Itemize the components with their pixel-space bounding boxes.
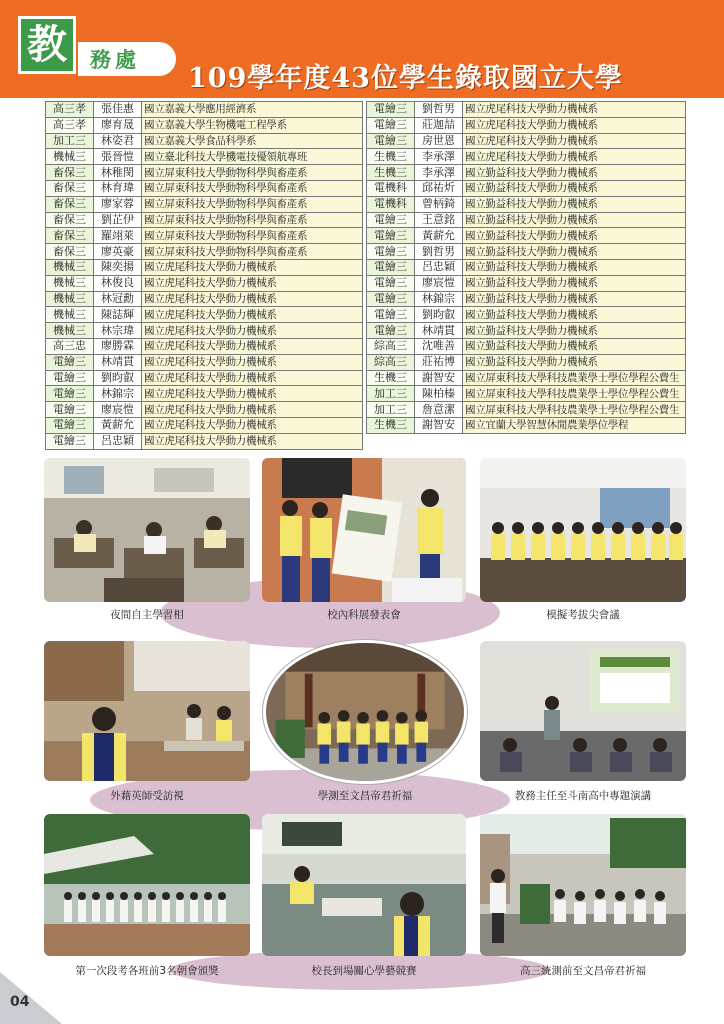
table-row xyxy=(46,370,363,386)
student-name-cell: 廖英豪 xyxy=(94,244,142,260)
admitted-program-cell: 國立宜蘭大學智慧休閒農業學位學程 xyxy=(463,417,686,433)
table-row xyxy=(46,149,363,165)
class-cell: 畜保三 xyxy=(46,165,94,181)
admitted-program-cell: 國立虎尾科技大學動力機械系 xyxy=(142,275,363,291)
class-cell: 畜保三 xyxy=(46,196,94,212)
class-cell: 電繪三 xyxy=(46,370,94,386)
admitted-program-cell: 國立嘉義大學生物機電工程學系 xyxy=(142,117,363,133)
table-row xyxy=(46,165,363,181)
admitted-program-cell: 國立虎尾科技大學動力機械系 xyxy=(463,117,686,133)
student-name-cell: 劉芷伊 xyxy=(94,212,142,228)
table-row xyxy=(367,228,686,244)
admitted-program-cell: 國立勤益科技大學動力機械系 xyxy=(463,165,686,181)
admitted-program-cell: 國立勤益科技大學動力機械系 xyxy=(463,291,686,307)
photo-pre-exam-blessing xyxy=(480,814,686,956)
caption-science-fair: 校內科展發表會 xyxy=(327,609,401,621)
class-cell: 機械三 xyxy=(46,307,94,323)
department-name: 務處 xyxy=(90,47,140,72)
admitted-program-cell: 國立嘉義大學食品科學系 xyxy=(142,133,363,149)
photo-principal-contest xyxy=(262,814,466,956)
caption-principal-contest: 校長到場關心學藝競賽 xyxy=(311,965,417,977)
student-name-cell: 邱祐炘 xyxy=(415,180,463,196)
page-title: 109學年度43位學生錄取國立大學 xyxy=(188,63,623,94)
table-row xyxy=(46,196,363,212)
student-name-cell: 呂忠穎 xyxy=(94,433,142,449)
section-logo xyxy=(18,16,76,74)
student-name-cell: 劉昀叡 xyxy=(94,370,142,386)
class-cell: 電機科 xyxy=(367,180,415,196)
table-row xyxy=(46,244,363,260)
admitted-program-cell: 國立勤益科技大學動力機械系 xyxy=(463,307,686,323)
student-name-cell: 羅翊萊 xyxy=(94,228,142,244)
admitted-program-cell: 國立虎尾科技大學動力機械系 xyxy=(142,433,363,449)
class-cell: 機械三 xyxy=(46,291,94,307)
student-name-cell: 王意銘 xyxy=(415,212,463,228)
class-cell: 電繪三 xyxy=(367,133,415,149)
table-row xyxy=(367,354,686,370)
student-name-cell: 廖勝霖 xyxy=(94,338,142,354)
class-cell: 機械三 xyxy=(46,149,94,165)
student-name-cell: 廖家蓉 xyxy=(94,196,142,212)
class-cell: 電機科 xyxy=(367,196,415,212)
admitted-program-cell: 國立虎尾科技大學動力機械系 xyxy=(142,259,363,275)
admitted-program-cell: 國立虎尾科技大學動力機械系 xyxy=(142,370,363,386)
student-name-cell: 張佳惠 xyxy=(94,102,142,118)
table-row xyxy=(46,275,363,291)
table-row xyxy=(46,354,363,370)
class-cell: 高三孝 xyxy=(46,102,94,118)
admitted-program-cell: 國立屏東科技大學動物科學與畜產系 xyxy=(142,180,363,196)
class-cell: 電繪三 xyxy=(367,323,415,339)
caption-director-lecture: 教務主任至斗南高中專題演講 xyxy=(514,790,652,802)
department-tag xyxy=(78,42,176,76)
student-name-cell: 廖宸愷 xyxy=(94,402,142,418)
table-row xyxy=(367,291,686,307)
student-name-cell: 林靖貫 xyxy=(415,323,463,339)
admitted-program-cell: 國立勤益科技大學動力機械系 xyxy=(463,259,686,275)
admitted-program-cell: 國立屏東科技大學動物科學與畜產系 xyxy=(142,196,363,212)
admitted-program-cell: 國立屏東科技大學動物科學與畜產系 xyxy=(142,165,363,181)
admitted-program-cell: 國立虎尾科技大學動力機械系 xyxy=(142,291,363,307)
table-row xyxy=(46,402,363,418)
admitted-program-cell: 國立勤益科技大學動力機械系 xyxy=(463,244,686,260)
caption-exam-meeting: 模擬考拔尖會議 xyxy=(546,609,620,621)
admitted-program-cell: 國立屏東科技大學動物科學與畜產系 xyxy=(142,244,363,260)
admitted-program-cell: 國立嘉義大學應用經濟系 xyxy=(142,102,363,118)
student-name-cell: 李承澤 xyxy=(415,165,463,181)
admitted-program-cell: 國立勤益科技大學動力機械系 xyxy=(463,323,686,339)
table-row xyxy=(367,417,686,433)
table-row xyxy=(46,228,363,244)
admitted-program-cell: 國立虎尾科技大學動力機械系 xyxy=(142,338,363,354)
caption-temple-blessing: 學測至文昌帝君祈福 xyxy=(317,790,413,802)
class-cell: 機械三 xyxy=(46,259,94,275)
admitted-program-cell: 國立勤益科技大學動力機械系 xyxy=(463,212,686,228)
page-number: 04 xyxy=(10,994,30,1010)
caption-english-teacher: 外藉英師受訪視 xyxy=(110,790,184,802)
admission-table-right xyxy=(366,101,686,434)
class-cell: 畜保三 xyxy=(46,228,94,244)
page-header xyxy=(0,0,724,98)
class-cell: 電繪三 xyxy=(367,275,415,291)
student-name-cell: 林育瑋 xyxy=(94,180,142,196)
student-name-cell: 張晉愷 xyxy=(94,149,142,165)
admitted-program-cell: 國立屏東科技大學科技農業學士學位學程公費生 xyxy=(463,386,686,402)
table-row xyxy=(367,244,686,260)
student-name-cell: 林錦宗 xyxy=(94,386,142,402)
class-cell: 電繪三 xyxy=(367,102,415,118)
photo-night-study xyxy=(44,458,250,602)
student-name-cell: 陳誌輝 xyxy=(94,307,142,323)
class-cell: 加工三 xyxy=(46,133,94,149)
class-cell: 高三忠 xyxy=(46,338,94,354)
student-name-cell: 黃薪允 xyxy=(94,417,142,433)
student-name-cell: 李承澤 xyxy=(415,149,463,165)
table-row xyxy=(46,259,363,275)
student-name-cell: 房世恩 xyxy=(415,133,463,149)
student-name-cell: 曾柄錡 xyxy=(415,196,463,212)
admitted-program-cell: 國立虎尾科技大學動力機械系 xyxy=(142,354,363,370)
table-row xyxy=(367,370,686,386)
student-name-cell: 林姿君 xyxy=(94,133,142,149)
class-cell: 電繪三 xyxy=(367,244,415,260)
class-cell: 電繪三 xyxy=(367,212,415,228)
admitted-program-cell: 國立虎尾科技大學動力機械系 xyxy=(142,323,363,339)
admitted-program-cell: 國立勤益科技大學動力機械系 xyxy=(463,275,686,291)
admitted-program-cell: 國立虎尾科技大學動力機械系 xyxy=(463,102,686,118)
class-cell: 生機三 xyxy=(367,165,415,181)
photo-director-lecture xyxy=(480,641,686,781)
admitted-program-cell: 國立勤益科技大學動力機械系 xyxy=(463,180,686,196)
student-name-cell: 謝智安 xyxy=(415,370,463,386)
admitted-program-cell: 國立虎尾科技大學動力機械系 xyxy=(142,402,363,418)
admitted-program-cell: 國立虎尾科技大學動力機械系 xyxy=(142,386,363,402)
class-cell: 電繪三 xyxy=(46,417,94,433)
table-row xyxy=(367,323,686,339)
class-cell: 綜高三 xyxy=(367,338,415,354)
student-name-cell: 劉哲男 xyxy=(415,102,463,118)
student-name-cell: 詹意潔 xyxy=(415,402,463,418)
class-cell: 電繪三 xyxy=(46,402,94,418)
admitted-program-cell: 國立勤益科技大學動力機械系 xyxy=(463,228,686,244)
class-cell: 畜保三 xyxy=(46,212,94,228)
student-name-cell: 黃薪允 xyxy=(415,228,463,244)
photo-exam-meeting xyxy=(480,458,686,602)
class-cell: 高三孝 xyxy=(46,117,94,133)
admitted-program-cell: 國立臺北科技大學機電技優領航專班 xyxy=(142,149,363,165)
table-row xyxy=(46,180,363,196)
photo-science-fair xyxy=(262,458,466,602)
student-name-cell: 沈唯善 xyxy=(415,338,463,354)
table-row xyxy=(367,275,686,291)
table-row xyxy=(367,338,686,354)
photo-award-assembly xyxy=(44,814,250,956)
student-name-cell: 林靖貫 xyxy=(94,354,142,370)
photo-temple-blessing xyxy=(263,640,467,784)
table-row xyxy=(367,165,686,181)
class-cell: 電繪三 xyxy=(367,117,415,133)
student-name-cell: 廖宸愷 xyxy=(415,275,463,291)
table-row xyxy=(367,212,686,228)
table-row xyxy=(46,307,363,323)
table-row xyxy=(46,133,363,149)
student-name-cell: 劉哲男 xyxy=(415,244,463,260)
student-name-cell: 莊迦喆 xyxy=(415,117,463,133)
student-name-cell: 林宗瑋 xyxy=(94,323,142,339)
student-name-cell: 陳奕揚 xyxy=(94,259,142,275)
table-row xyxy=(46,117,363,133)
admitted-program-cell: 國立勤益科技大學動力機械系 xyxy=(463,196,686,212)
table-row xyxy=(367,196,686,212)
admitted-program-cell: 國立虎尾科技大學動力機械系 xyxy=(142,307,363,323)
class-cell: 電繪三 xyxy=(46,386,94,402)
class-cell: 電繪三 xyxy=(46,433,94,449)
photo-english-teacher xyxy=(44,641,250,781)
class-cell: 電繪三 xyxy=(367,307,415,323)
table-row xyxy=(46,417,363,433)
table-row xyxy=(46,291,363,307)
student-name-cell: 莊祐博 xyxy=(415,354,463,370)
table-row xyxy=(367,307,686,323)
student-name-cell: 呂忠穎 xyxy=(415,259,463,275)
admitted-program-cell: 國立屏東科技大學動物科學與畜產系 xyxy=(142,212,363,228)
student-name-cell: 林俊良 xyxy=(94,275,142,291)
student-name-cell: 林錦宗 xyxy=(415,291,463,307)
table-row xyxy=(367,133,686,149)
admitted-program-cell: 國立勤益科技大學動力機械系 xyxy=(463,354,686,370)
class-cell: 生機三 xyxy=(367,370,415,386)
caption-award-assembly: 第一次段考各班前3名朝會頒獎 xyxy=(75,965,219,977)
class-cell: 綜高三 xyxy=(367,354,415,370)
caption-night-study: 夜間自主學習相 xyxy=(110,609,184,621)
table-row xyxy=(46,102,363,118)
table-row xyxy=(367,402,686,418)
class-cell: 加工三 xyxy=(367,402,415,418)
table-row xyxy=(367,180,686,196)
class-cell: 生機三 xyxy=(367,417,415,433)
admitted-program-cell: 國立虎尾科技大學動力機械系 xyxy=(142,417,363,433)
table-row xyxy=(367,102,686,118)
table-row xyxy=(46,386,363,402)
student-name-cell: 謝智安 xyxy=(415,417,463,433)
admitted-program-cell: 國立虎尾科技大學動力機械系 xyxy=(463,149,686,165)
class-cell: 電繪三 xyxy=(367,291,415,307)
admission-table-left xyxy=(45,101,363,450)
class-cell: 畜保三 xyxy=(46,244,94,260)
table-row xyxy=(46,323,363,339)
class-cell: 電繪三 xyxy=(367,228,415,244)
table-row xyxy=(46,212,363,228)
table-row xyxy=(46,338,363,354)
class-cell: 電繪三 xyxy=(46,354,94,370)
table-row xyxy=(367,259,686,275)
student-name-cell: 林冠勳 xyxy=(94,291,142,307)
logo-char: 教 xyxy=(27,21,67,68)
class-cell: 畜保三 xyxy=(46,180,94,196)
student-name-cell: 廖育晟 xyxy=(94,117,142,133)
student-name-cell: 陳柏榛 xyxy=(415,386,463,402)
admitted-program-cell: 國立屏東科技大學科技農業學士學位學程公費生 xyxy=(463,402,686,418)
admitted-program-cell: 國立虎尾科技大學動力機械系 xyxy=(463,133,686,149)
table-row xyxy=(46,433,363,449)
student-name-cell: 林稚閔 xyxy=(94,165,142,181)
class-cell: 加工三 xyxy=(367,386,415,402)
table-row xyxy=(367,149,686,165)
student-name-cell: 劉昀叡 xyxy=(415,307,463,323)
table-row xyxy=(367,117,686,133)
admitted-program-cell: 國立屏東科技大學動物科學與畜產系 xyxy=(142,228,363,244)
admitted-program-cell: 國立屏東科技大學科技農業學士學位學程公費生 xyxy=(463,370,686,386)
class-cell: 電繪三 xyxy=(367,259,415,275)
class-cell: 機械三 xyxy=(46,275,94,291)
table-row xyxy=(367,386,686,402)
caption-pre-exam-blessing: 高三統測前至文昌帝君祈福 xyxy=(520,965,646,977)
class-cell: 生機三 xyxy=(367,149,415,165)
class-cell: 機械三 xyxy=(46,323,94,339)
admitted-program-cell: 國立勤益科技大學動力機械系 xyxy=(463,338,686,354)
